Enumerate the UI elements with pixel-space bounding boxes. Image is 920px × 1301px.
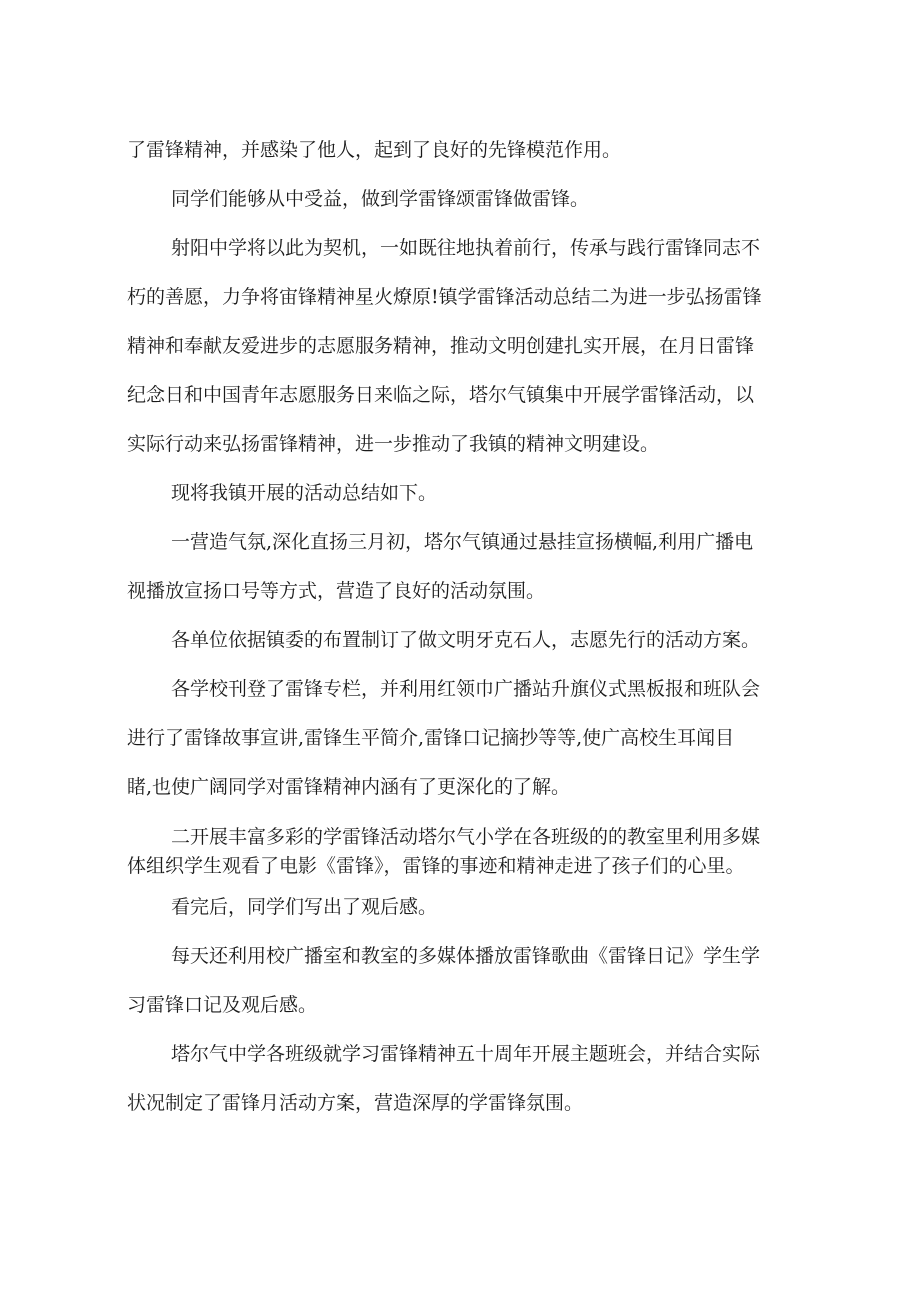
text-line: 看完后，同学们写出了观后感。	[171, 896, 438, 918]
text-line: 同学们能够从中受益，做到学雷锋颂雷锋做雷锋。	[171, 188, 590, 210]
text-line: 实际行动来弘扬雷锋精神，进一步推动了我镇的精神文明建设。	[127, 433, 660, 455]
text-line: 二开展丰富多彩的学雷锋活动塔尔气小学在各班级的的教室里利用多媒	[171, 826, 761, 848]
text-line: 各学校刊登了雷锋专栏，并利用红领巾广播站升旗仪式黑板报和班队会	[171, 678, 761, 700]
text-line: 状况制定了雷锋月活动方案，营造深厚的学雷锋氛围。	[127, 1092, 584, 1114]
text-line: 精神和奉献友爱进步的志愿服务精神，推动文明创建扎实开展，在月日雷锋	[127, 335, 755, 357]
text-line: 一营造气氛,深化直扬三月初，塔尔气镇通过悬挂宣扬横幅,利用广播电	[171, 531, 754, 553]
text-line: 睹,也使广阔同学对雷锋精神内涵有了更深化的了解。	[127, 776, 571, 798]
text-line: 体组织学生观看了电影《雷锋》，雷锋的事迹和精神走进了孩子们的心里。	[127, 855, 745, 877]
text-line: 现将我镇开展的活动总结如下。	[171, 482, 438, 504]
text-line: 习雷锋口记及观后感。	[127, 994, 318, 1016]
text-line: 了雷锋精神，并感染了他人，起到了良好的先锋模范作用。	[127, 139, 622, 161]
text-line: 视播放宣扬口号等方式，营造了良好的活动氛围。	[127, 580, 546, 602]
text-line: 每天还利用校广播室和教室的多媒体播放雷锋歌曲《雷锋日记》学生学	[171, 945, 761, 967]
text-line: 朽的善愿，力争将宙锋精神星火燎原!镇学雷锋活动总结二为进一步弘扬雷锋	[127, 286, 762, 308]
text-line: 进行了雷锋故事宣讲,雷锋生平简介,雷锋口记摘抄等等,使广高校生耳闻目	[127, 727, 735, 749]
text-line: 纪念日和中国青年志愿服务日来临之际，塔尔气镇集中开展学雷锋活动，以	[127, 384, 755, 406]
text-line: 塔尔气中学各班级就学习雷锋精神五十周年开展主题班会，并结合实际	[171, 1043, 761, 1065]
text-line: 各单位依据镇委的布置制订了做文明牙克石人，志愿先行的活动方案。	[171, 629, 761, 651]
text-line: 射阳中学将以此为契机，一如既往地执着前行，传承与践行雷锋同志不	[171, 237, 761, 259]
